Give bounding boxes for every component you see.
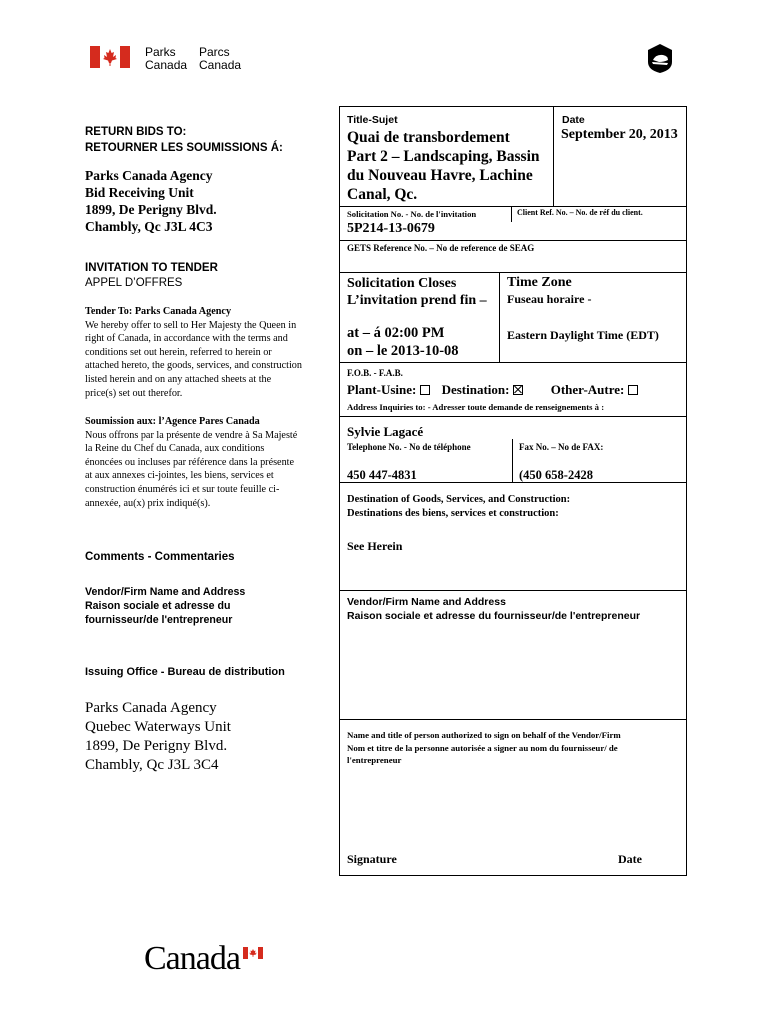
form-divider [511,206,512,222]
agency-en-line1: Parks [145,45,176,59]
tender-to-line: We hereby offer to sell to Her Majesty the Queen in [85,319,297,331]
agency-fr-line1: Parcs [199,45,230,59]
tender-to-title: Tender To: Parks Canada Agency [85,306,232,317]
authorized-line: l'entrepreneur [347,755,402,765]
form-divider [340,272,686,273]
soumission-line: énoncées ou incluses par référence dans la présente [85,456,295,468]
agency-en-line2: Canada [145,58,188,72]
issuing-address-line: Chambly, Qc J3L 3C4 [85,757,219,773]
soumission-line: la Reine du Chef du Canada, aux conditions [85,443,265,455]
time-zone-value: Eastern Daylight Time (EDT) [507,328,659,342]
authorized-line: Nom et titre de la personne autorisée a signer au nom du fournisseur/ de [347,742,618,753]
canada-wordmark: Canada [144,940,240,977]
fob-label: F.O.B. - F.A.B. [347,368,403,378]
inquiries-label: Address Inquiries to: - Adresser toute demande de renseignements à : [347,402,605,412]
time-zone-en: Time Zone [507,275,572,290]
tender-to-line: price(s) set out therefor. [85,387,183,399]
tender-to-line: listed herein and on any attached sheets at the [85,373,272,385]
closing-date: on – le 2013-10-08 [347,343,459,359]
plant-usine-checkbox[interactable] [420,385,430,395]
soumission-line: Nous offrons par la présente de vendre à Sa Majesté [85,429,298,441]
wordmark-flag-icon [243,946,263,958]
destination-label: Destination: [441,382,510,397]
signature-label: Signature [347,852,397,866]
return-address-line: 1899, De Perigny Blvd. [85,202,217,217]
invitation-fr: APPEL D’OFFRES [85,277,183,289]
signature-date-label: Date [618,852,642,866]
issuing-address-line: Quebec Waterways Unit [85,719,231,735]
form-divider [340,240,686,241]
soumission-title: Soumission aux: l’Agence Pares Canada [85,416,260,427]
form-divider [340,206,686,207]
return-bids-heading [85,124,283,156]
issuing-address-line: 1899, De Perigny Blvd. [85,738,228,754]
form-divider [340,362,686,363]
tender-title-line: Canal, Qc. [347,186,418,203]
fax-value: (450 658-2428 [519,468,593,482]
destination-checkbox[interactable] [513,385,523,395]
agency-name-fr [199,46,241,72]
invitation-en: INVITATION TO TENDER [85,262,218,274]
form-divider [340,416,686,417]
parks-canada-flag-icon [90,46,130,68]
client-ref-label: Client Ref. No. – No. de réf du client. [517,208,643,217]
vendor-left-line: fournisseur/de l'entrepreneur [85,614,233,626]
return-address [85,167,217,235]
tender-title-line: Part 2 – Landscaping, Bassin [347,148,540,165]
form-divider [499,272,500,362]
vendor-fr: Raison sociale et adresse du fournisseur/de l'entrepreneur [347,609,641,622]
agency-name-en [145,46,187,72]
solicitation-label: Solicitation No. - No. de l'invitation [347,209,477,219]
closes-fr: L’invitation prend fin – [347,293,487,308]
agency-fr-line2: Canada [199,58,242,72]
solicitation-number: 5P214-13-0679 [347,221,435,236]
time-zone-fr: Fuseau horaire - [507,292,592,306]
beaver-emblem-icon [644,42,676,74]
authorized-line: Name and title of person authorized to sign on behalf of the Vendor/Firm [347,730,621,740]
comments-label: Comments - Commentaries [85,551,235,563]
tender-to-line: attached hereto, the goods, services, and construction [85,360,302,372]
plant-usine-label: Plant-Usine: [347,382,417,397]
return-address-line: Bid Receiving Unit [85,185,194,200]
solicitation-closes [347,275,487,309]
fob-options [347,382,638,398]
tender-title-line: Quai de transbordement [347,129,510,146]
issuing-office-label: Issuing Office - Bureau de distribution [85,666,285,678]
form-divider [553,107,554,206]
authorized-signer-label [347,729,621,767]
date-value: September 20, 2013 [561,127,678,142]
date-label: Date [562,114,585,126]
soumission-line: at aux annexes ci-jointes, les biens, services et [85,470,274,482]
other-autre-checkbox[interactable] [628,385,638,395]
form-divider [340,719,686,720]
form-divider [512,439,513,482]
soumission-block [85,415,335,510]
closing-datetime [347,324,459,360]
gets-reference-label: GETS Reference No. – No de reference de SEAG [347,243,535,253]
issuing-address [85,699,231,775]
fax-label: Fax No. – No de FAX: [519,442,604,452]
destination-goods-en: Destination of Goods, Services, and Construction: [347,494,571,505]
destination-goods-fr: Destinations des biens, services et construction: [347,508,559,519]
return-bids-en: RETURN BIDS TO: [85,126,187,138]
vendor-label-left [85,585,245,627]
contact-name: Sylvie Lagacé [347,424,424,439]
tender-to-line: conditions set out herein, referred to herein or [85,346,272,358]
tender-to-line: right of Canada, in accordance with the terms and [85,333,288,345]
closes-en: Solicitation Closes [347,276,457,291]
telephone-value: 450 447-4831 [347,468,417,482]
return-address-line: Parks Canada Agency [85,168,213,183]
soumission-line: construction énumérés ici et sur toute feuille ci- [85,483,280,495]
form-divider [340,590,686,591]
vendor-en: Vendor/Firm Name and Address [347,596,506,608]
other-autre-label: Other-Autre: [550,382,625,397]
return-bids-fr: RETOURNER LES SOUMISSIONS Á: [85,142,283,154]
return-address-line: Chambly, Qc J3L 4C3 [85,219,213,234]
see-herein: See Herein [347,539,403,553]
issuing-address-line: Parks Canada Agency [85,700,217,716]
vendor-left-line: Vendor/Firm Name and Address [85,586,246,598]
tender-to-block [85,305,335,400]
destination-goods [347,493,570,521]
tender-title-line: du Nouveau Havre, Lachine [347,167,533,184]
soumission-line: annexée, au(x) prix indiqué(s). [85,497,211,509]
vendor-left-line: Raison sociale et adresse du [85,600,231,612]
telephone-label: Telephone No. - No de téléphone [347,442,471,452]
closing-time: at – á 02:00 PM [347,325,445,341]
vendor-label-right [347,596,640,623]
invitation-heading [85,261,218,291]
tender-title [347,128,540,204]
title-label: Title-Sujet [347,114,398,126]
